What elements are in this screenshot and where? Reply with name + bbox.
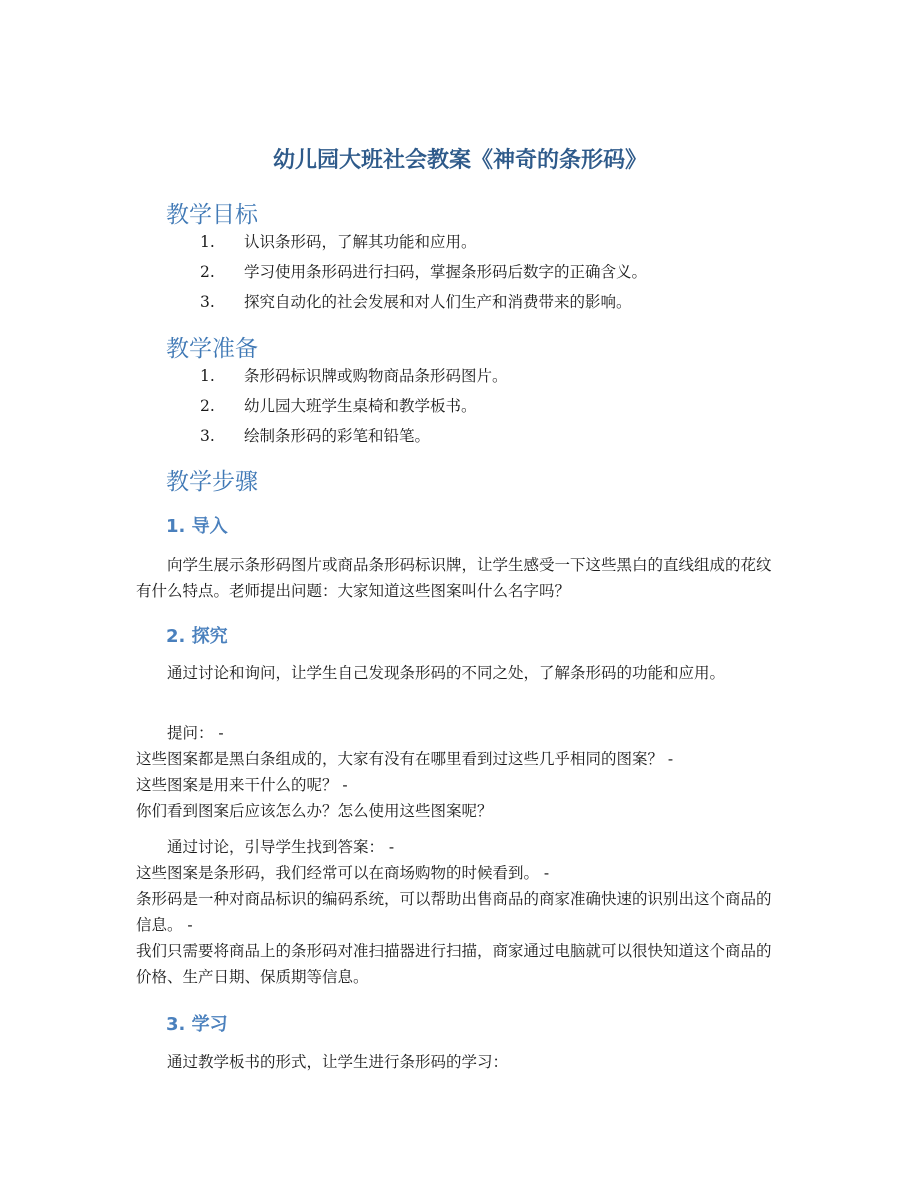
heading-steps: 教学步骤 [166,469,258,495]
question-line: 这些图案都是黑白条组成的，大家有没有在哪里看到过这些几乎相同的图案？ - [136,750,674,768]
heading-explore: 2. 探究 [166,626,228,647]
answers-block: 通过讨论，引导学生找到答案： - 这些图案是条形码，我们经常可以在商场购物的时候看到。 - 条形码是一种对商品标识的编码系统，可以帮助出售商品的商家准确快速的识别出这个商品的信息。 - 我们只需要将商品上的条形码对准扫描器进行扫描，商家通过电脑就可以很快知道这个商品的价格、生产日期、保质期等信息。 [136,834,786,990]
list-item: 3. 探究自动化的社会发展和对人们生产和消费带来的影响。 [200,293,632,311]
list-item: 1. 条形码标识牌或购物商品条形码图片。 [200,367,508,385]
answer-line: 条形码是一种对商品标识的编码系统，可以帮助出售商品的商家准确快速的识别出这个商品的信息。 - [136,890,772,934]
heading-learn: 3. 学习 [166,1014,228,1035]
intro-paragraph: 向学生展示条形码图片或商品条形码标识牌，让学生感受一下这些黑白的直线组成的花纹有什么特点。老师提出问题：大家知道这些图案叫什么名字吗？ [136,556,772,600]
answer-line: 我们只需要将商品上的条形码对准扫描器进行扫描，商家通过电脑就可以很快知道这个商品的价格、生产日期、保质期等信息。 [136,942,772,986]
list-item: 3. 绘制条形码的彩笔和铅笔。 [200,427,431,445]
learn-paragraph: 通过教学板书的形式，让学生进行条形码的学习： [167,1053,509,1071]
question-line: 这些图案是用来干什么的呢？ - [136,776,348,794]
explore-paragraph: 通过讨论和询问，让学生自己发现条形码的不同之处，了解条形码的功能和应用。 [167,664,726,682]
heading-intro: 1. 导入 [166,516,228,537]
questions-block: 提问： - 这些图案都是黑白条组成的，大家有没有在哪里看到过这些几乎相同的图案？ - 这些图案是用来干什么的呢？ - 你们看到图案后应该怎么办？怎么使用这些图案呢？ [136,720,786,824]
list-item: 1. 认识条形码，了解其功能和应用。 [200,233,477,251]
question-line: 你们看到图案后应该怎么办？怎么使用这些图案呢？ [136,802,493,820]
answer-line: 这些图案是条形码，我们经常可以在商场购物的时候看到。 - [136,864,550,882]
document-title: 幼儿园大班社会教案《神奇的条形码》 [272,148,647,173]
list-item: 2. 幼儿园大班学生桌椅和教学板书。 [200,397,477,415]
list-item: 2. 学习使用条形码进行扫码，掌握条形码后数字的正确含义。 [200,263,648,281]
goals-list [200,231,647,321]
heading-prep: 教学准备 [166,336,258,362]
prep-list [200,365,508,455]
heading-goals: 教学目标 [166,202,258,228]
